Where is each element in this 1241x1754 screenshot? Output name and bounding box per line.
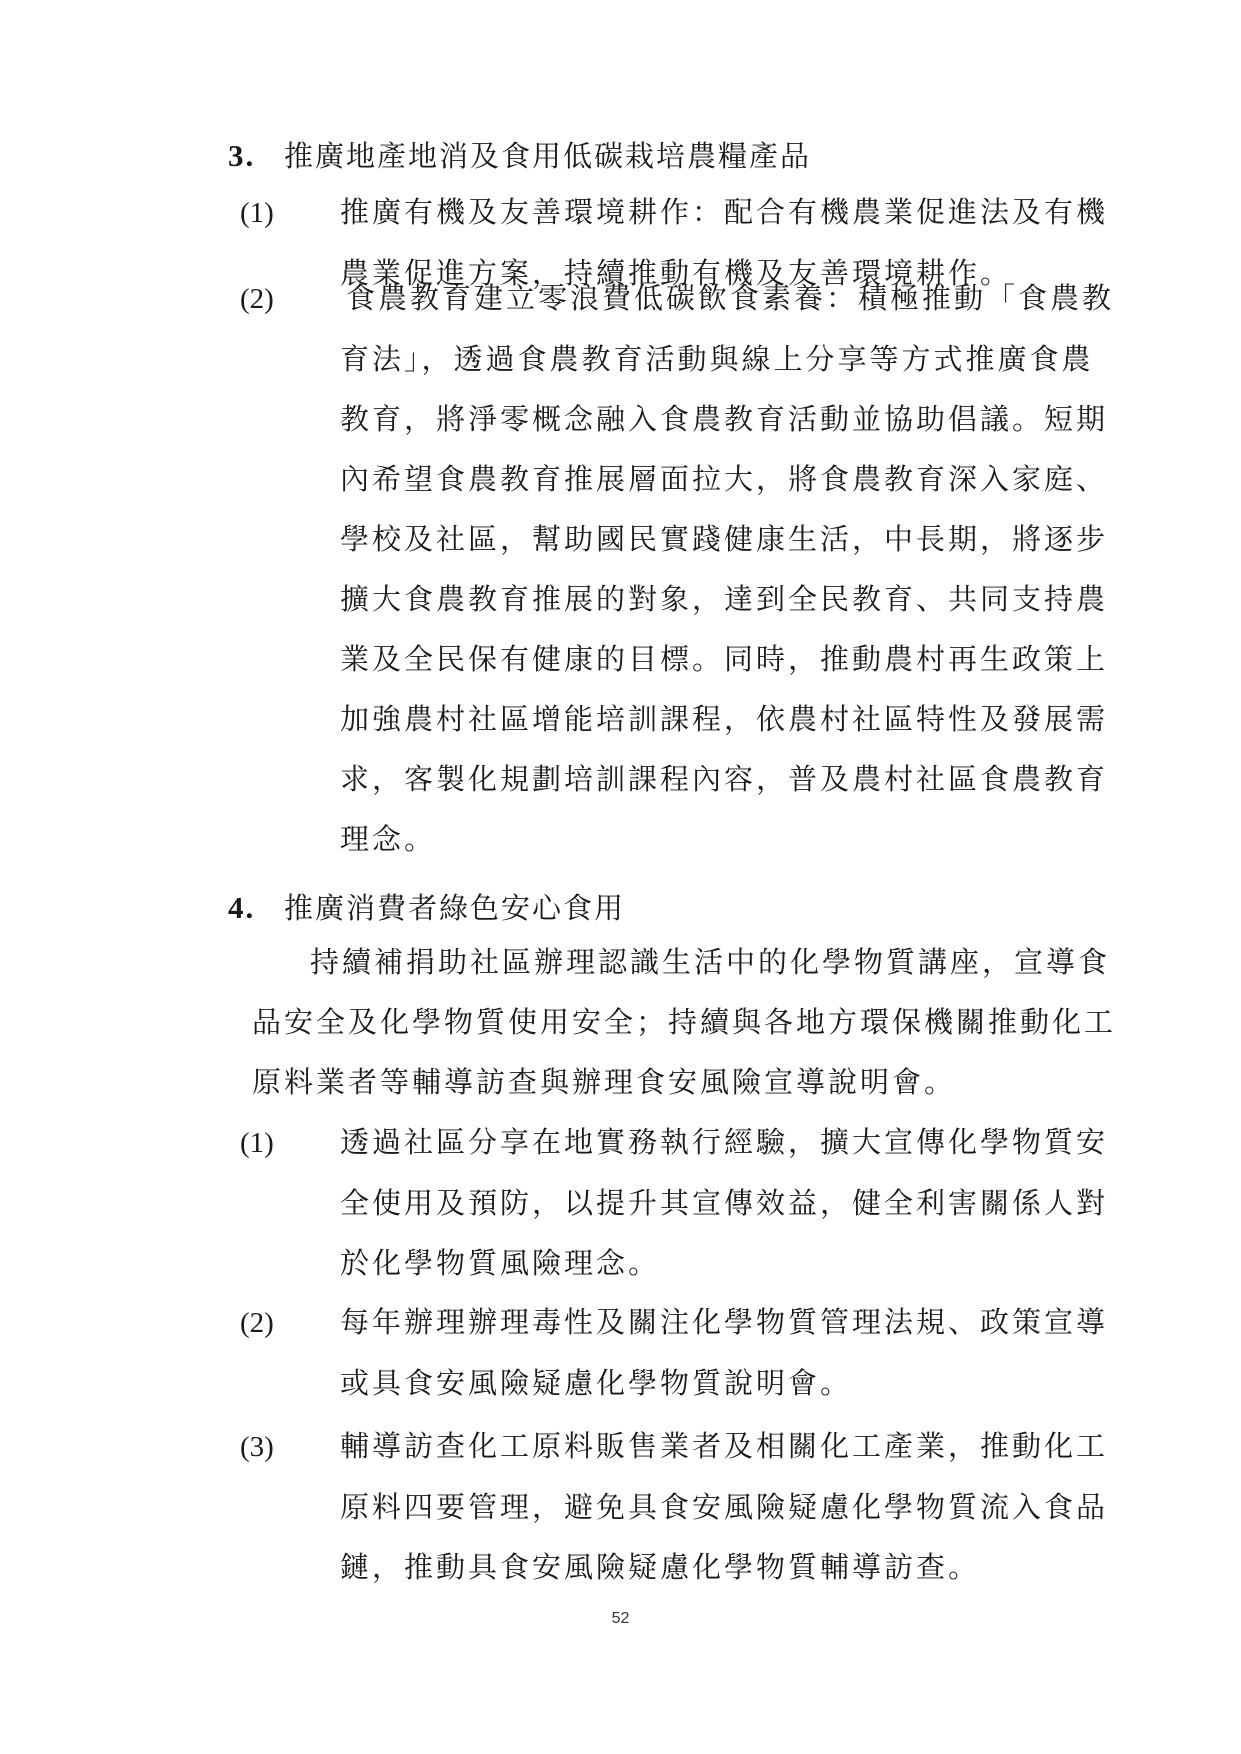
section-3-item-2	[240, 268, 1120, 869]
section-4-item-1	[240, 1112, 1120, 1293]
section-4-item-2-text: 每年辦理辦理毒性及關注化學物質管理法規、政策宣導或具食安風險疑慮化學物質說明會。	[340, 1305, 1109, 1400]
section-4-heading	[228, 888, 625, 928]
page-number: 52	[611, 1610, 630, 1627]
section-3-item-2-text: 食農教育建立零浪費低碳飲食素養：積極推動「食農教育法」，透過食農教育活動與線上分享等方式推廣食農教育，將淨零概念融入食農教育活動並協助倡議。短期內希望食農教育推展層面拉大，將食農教育深入家庭、學校及社區，幫助國民實踐健康生活，中長期，將逐步擴大食農教育推展的對象，達到全民教育、共同支持農業及全民保有健康的目標。同時，推動農村再生政策上加強農村社區增能培訓課程，依農村社區特性及發展需求，客製化規劃培訓課程內容，普及農村社區食農教育理念。	[340, 281, 1115, 856]
section-4-item-2-label: (2)	[240, 1307, 274, 1339]
section-4-item-3	[240, 1416, 1120, 1597]
section-4-item-1-label: (1)	[240, 1127, 274, 1159]
section-3-item-1-label: (1)	[240, 197, 274, 229]
section-4-item-1-text: 透過社區分享在地實務執行經驗，擴大宣傳化學物質安全使用及預防，以提升其宣傳效益，健全利害關係人對於化學物質風險理念。	[340, 1125, 1109, 1280]
section-4-title: 推廣消費者綠色安心食用	[284, 891, 626, 925]
section-3-number: 3.	[228, 138, 256, 173]
section-4-item-3-label: (3)	[240, 1431, 274, 1463]
section-4-number: 4.	[228, 890, 256, 925]
section-3-heading	[228, 136, 811, 176]
section-4-item-3-text: 輔導訪查化工原料販售業者及相關化工產業，推動化工原料四要管理，避免具食安風險疑慮化學物質流入食品鏈，推動具食安風險疑慮化學物質輔導訪查。	[340, 1429, 1109, 1584]
section-3-item-2-label: (2)	[240, 283, 274, 315]
section-3-item-1-text: 推廣有機及友善環境耕作：配合有機農業促進法及有機農業促進方案，持續推動有機及友善環境耕作。	[340, 195, 1109, 290]
section-3-title: 推廣地產地消及食用低碳栽培農糧產品	[284, 139, 812, 173]
section-4-item-2	[240, 1292, 1120, 1413]
section-4-intro: 持續補捐助社區辦理認識生活中的化學物質講座，宣導食品安全及化學物質使用安全；持續與各地方環保機關推動化工原料業者等輔導訪查與辦理食安風險宣導說明會。	[252, 945, 1117, 1099]
